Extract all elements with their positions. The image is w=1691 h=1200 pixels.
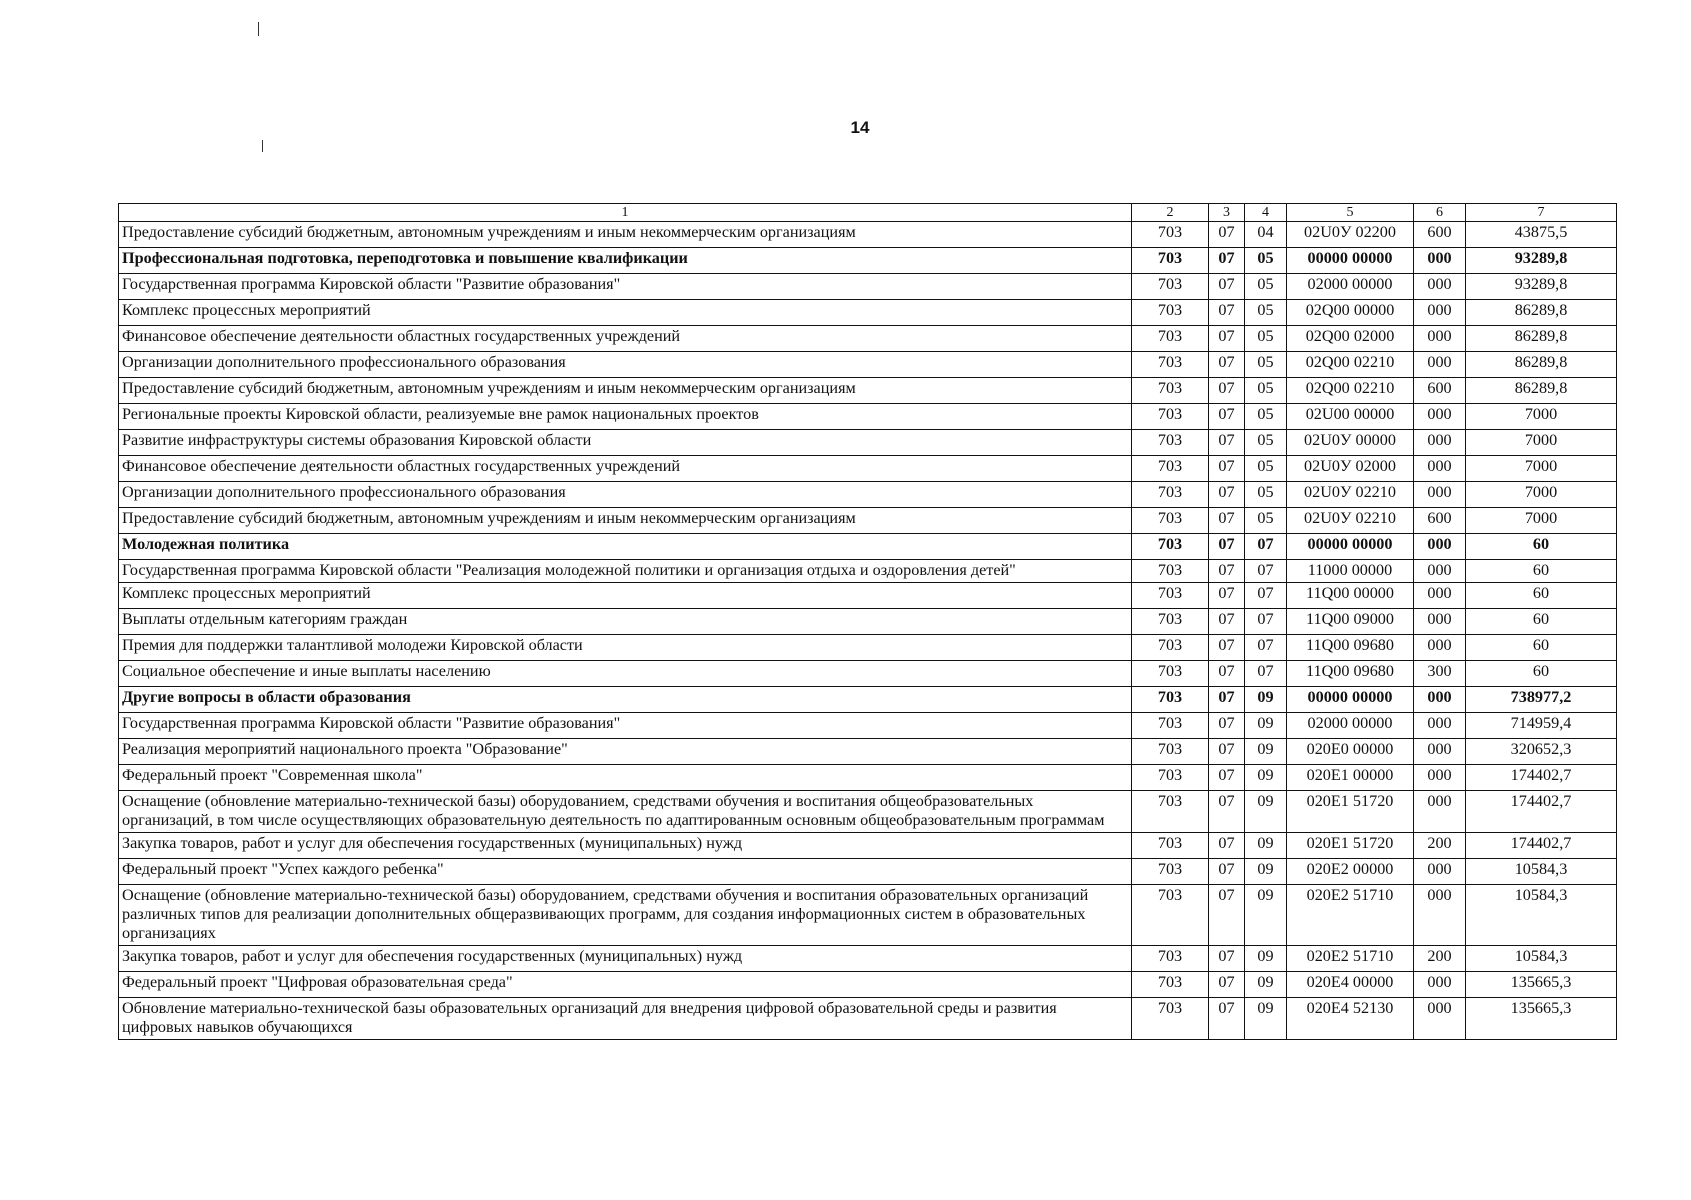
row-code-target: 02Q00 02210 xyxy=(1287,352,1414,378)
table-row xyxy=(119,739,1617,765)
scan-mark xyxy=(262,140,263,152)
row-code-ministry: 703 xyxy=(1132,274,1209,300)
row-code-target: 11Q00 00000 xyxy=(1287,583,1414,609)
row-name: Социальное обеспечение и иные выплаты населению xyxy=(119,661,1132,687)
row-code-ministry: 703 xyxy=(1132,661,1209,687)
row-code-ministry: 703 xyxy=(1132,508,1209,534)
row-amount: 174402,7 xyxy=(1466,791,1617,833)
row-name: Выплаты отдельным категориям граждан xyxy=(119,609,1132,635)
row-code-section: 07 xyxy=(1209,300,1245,326)
row-code-subsection: 05 xyxy=(1245,378,1287,404)
row-code-expense-type: 000 xyxy=(1414,885,1466,946)
row-code-ministry: 703 xyxy=(1132,583,1209,609)
row-name: Государственная программа Кировской области "Развитие образования" xyxy=(119,274,1132,300)
budget-table xyxy=(118,203,1617,1040)
row-name: Закупка товаров, работ и услуг для обеспечения государственных (муниципальных) нужд xyxy=(119,946,1132,972)
table-row xyxy=(119,508,1617,534)
row-code-section: 07 xyxy=(1209,378,1245,404)
row-code-ministry: 703 xyxy=(1132,833,1209,859)
row-code-target: 02Q00 02210 xyxy=(1287,378,1414,404)
row-amount: 7000 xyxy=(1466,456,1617,482)
row-code-ministry: 703 xyxy=(1132,300,1209,326)
table-header-row xyxy=(119,204,1617,222)
table-row xyxy=(119,430,1617,456)
row-code-expense-type: 000 xyxy=(1414,352,1466,378)
row-code-subsection: 09 xyxy=(1245,687,1287,713)
row-code-section: 07 xyxy=(1209,972,1245,998)
row-amount: 7000 xyxy=(1466,404,1617,430)
row-code-target: 00000 00000 xyxy=(1287,687,1414,713)
row-code-target: 020E4 00000 xyxy=(1287,972,1414,998)
row-code-expense-type: 000 xyxy=(1414,687,1466,713)
row-code-section: 07 xyxy=(1209,765,1245,791)
row-amount: 60 xyxy=(1466,560,1617,583)
row-code-ministry: 703 xyxy=(1132,609,1209,635)
row-code-expense-type: 000 xyxy=(1414,635,1466,661)
row-amount: 7000 xyxy=(1466,482,1617,508)
row-code-subsection: 04 xyxy=(1245,222,1287,248)
row-code-ministry: 703 xyxy=(1132,687,1209,713)
row-code-target: 020E2 51710 xyxy=(1287,885,1414,946)
row-code-ministry: 703 xyxy=(1132,534,1209,560)
row-code-expense-type: 000 xyxy=(1414,248,1466,274)
row-code-section: 07 xyxy=(1209,739,1245,765)
header-cell: 1 xyxy=(119,204,1132,222)
row-name: Организации дополнительного профессионального образования xyxy=(119,482,1132,508)
row-code-subsection: 05 xyxy=(1245,274,1287,300)
row-code-section: 07 xyxy=(1209,248,1245,274)
row-name: Федеральный проект "Цифровая образовательная среда" xyxy=(119,972,1132,998)
row-name: Оснащение (обновление материально-технической базы) оборудованием, средствами обучения и воспитания общеобразовательных организаций, в том числе осуществляющих образовательную деятельность по адаптированным основным общеобразовательным программам xyxy=(119,791,1132,833)
row-name: Федеральный проект "Успех каждого ребенка" xyxy=(119,859,1132,885)
table-row xyxy=(119,998,1617,1040)
row-code-target: 02000 00000 xyxy=(1287,274,1414,300)
row-code-subsection: 05 xyxy=(1245,508,1287,534)
row-code-target: 02000 00000 xyxy=(1287,713,1414,739)
row-name: Профессиональная подготовка, переподготовка и повышение квалификации xyxy=(119,248,1132,274)
row-code-target: 02U0У 02000 xyxy=(1287,456,1414,482)
row-code-target: 00000 00000 xyxy=(1287,534,1414,560)
row-code-subsection: 05 xyxy=(1245,300,1287,326)
row-name: Комплекс процессных мероприятий xyxy=(119,300,1132,326)
row-name: Организации дополнительного профессионального образования xyxy=(119,352,1132,378)
row-code-expense-type: 000 xyxy=(1414,326,1466,352)
row-code-section: 07 xyxy=(1209,534,1245,560)
row-amount: 60 xyxy=(1466,583,1617,609)
row-code-expense-type: 200 xyxy=(1414,833,1466,859)
row-amount: 174402,7 xyxy=(1466,765,1617,791)
row-code-section: 07 xyxy=(1209,326,1245,352)
row-amount: 43875,5 xyxy=(1466,222,1617,248)
row-code-subsection: 09 xyxy=(1245,859,1287,885)
row-code-expense-type: 000 xyxy=(1414,998,1466,1040)
row-code-subsection: 05 xyxy=(1245,456,1287,482)
row-code-section: 07 xyxy=(1209,430,1245,456)
row-code-expense-type: 000 xyxy=(1414,404,1466,430)
row-code-subsection: 05 xyxy=(1245,430,1287,456)
row-code-subsection: 09 xyxy=(1245,885,1287,946)
table-row xyxy=(119,661,1617,687)
row-code-ministry: 703 xyxy=(1132,430,1209,456)
row-amount: 60 xyxy=(1466,661,1617,687)
table-row xyxy=(119,972,1617,998)
row-code-ministry: 703 xyxy=(1132,791,1209,833)
row-code-target: 00000 00000 xyxy=(1287,248,1414,274)
row-amount: 86289,8 xyxy=(1466,352,1617,378)
table-row xyxy=(119,326,1617,352)
row-code-ministry: 703 xyxy=(1132,713,1209,739)
row-code-section: 07 xyxy=(1209,456,1245,482)
row-code-ministry: 703 xyxy=(1132,404,1209,430)
row-code-target: 02Q00 00000 xyxy=(1287,300,1414,326)
table-row xyxy=(119,833,1617,859)
row-code-section: 07 xyxy=(1209,791,1245,833)
row-name: Обновление материально-технической базы образовательных организаций для внедрения цифровой образовательной среды и развития цифровых навыков обучающихся xyxy=(119,998,1132,1040)
row-name: Молодежная политика xyxy=(119,534,1132,560)
row-code-ministry: 703 xyxy=(1132,885,1209,946)
row-name: Финансовое обеспечение деятельности областных государственных учреждений xyxy=(119,456,1132,482)
row-name: Федеральный проект "Современная школа" xyxy=(119,765,1132,791)
row-code-expense-type: 000 xyxy=(1414,430,1466,456)
row-name: Оснащение (обновление материально-технической базы) оборудованием, средствами обучения и воспитания образовательных организаций различных типов для реализации дополнительных общеразвивающих программ, для создания информационных систем в образовательных организациях xyxy=(119,885,1132,946)
row-code-section: 07 xyxy=(1209,508,1245,534)
row-amount: 320652,3 xyxy=(1466,739,1617,765)
row-amount: 60 xyxy=(1466,609,1617,635)
row-code-target: 020E1 51720 xyxy=(1287,833,1414,859)
row-code-section: 07 xyxy=(1209,859,1245,885)
row-amount: 60 xyxy=(1466,534,1617,560)
row-code-expense-type: 000 xyxy=(1414,739,1466,765)
row-amount: 7000 xyxy=(1466,430,1617,456)
row-code-target: 02U0У 02200 xyxy=(1287,222,1414,248)
row-code-expense-type: 600 xyxy=(1414,508,1466,534)
row-code-ministry: 703 xyxy=(1132,765,1209,791)
row-code-section: 07 xyxy=(1209,222,1245,248)
table-row xyxy=(119,609,1617,635)
row-code-expense-type: 000 xyxy=(1414,583,1466,609)
row-code-target: 11Q00 09680 xyxy=(1287,635,1414,661)
row-code-subsection: 05 xyxy=(1245,326,1287,352)
row-code-ministry: 703 xyxy=(1132,456,1209,482)
row-code-ministry: 703 xyxy=(1132,739,1209,765)
table-row xyxy=(119,713,1617,739)
row-code-expense-type: 000 xyxy=(1414,274,1466,300)
table-row xyxy=(119,352,1617,378)
table-row xyxy=(119,456,1617,482)
row-code-ministry: 703 xyxy=(1132,326,1209,352)
row-amount: 86289,8 xyxy=(1466,326,1617,352)
row-code-target: 11Q00 09680 xyxy=(1287,661,1414,687)
row-name: Развитие инфраструктуры системы образования Кировской области xyxy=(119,430,1132,456)
row-code-section: 07 xyxy=(1209,661,1245,687)
row-code-section: 07 xyxy=(1209,946,1245,972)
row-code-expense-type: 000 xyxy=(1414,300,1466,326)
row-code-subsection: 07 xyxy=(1245,560,1287,583)
row-code-target: 02U0У 02210 xyxy=(1287,482,1414,508)
row-code-expense-type: 600 xyxy=(1414,222,1466,248)
row-name: Государственная программа Кировской области "Развитие образования" xyxy=(119,713,1132,739)
row-amount: 7000 xyxy=(1466,508,1617,534)
row-code-subsection: 09 xyxy=(1245,713,1287,739)
row-code-expense-type: 000 xyxy=(1414,456,1466,482)
row-code-expense-type: 200 xyxy=(1414,946,1466,972)
row-code-subsection: 07 xyxy=(1245,609,1287,635)
row-code-subsection: 05 xyxy=(1245,248,1287,274)
row-code-subsection: 09 xyxy=(1245,739,1287,765)
row-name: Реализация мероприятий национального проекта "Образование" xyxy=(119,739,1132,765)
table-row xyxy=(119,885,1617,946)
row-amount: 10584,3 xyxy=(1466,859,1617,885)
row-code-section: 07 xyxy=(1209,274,1245,300)
row-amount: 714959,4 xyxy=(1466,713,1617,739)
table-row xyxy=(119,560,1617,583)
table-row xyxy=(119,687,1617,713)
table-row xyxy=(119,765,1617,791)
row-code-section: 07 xyxy=(1209,687,1245,713)
row-name: Предоставление субсидий бюджетным, автономным учреждениям и иным некоммерческим организациям xyxy=(119,508,1132,534)
row-amount: 135665,3 xyxy=(1466,998,1617,1040)
row-code-section: 07 xyxy=(1209,998,1245,1040)
row-amount: 93289,8 xyxy=(1466,274,1617,300)
page-number: 14 xyxy=(850,118,870,137)
row-amount: 135665,3 xyxy=(1466,972,1617,998)
row-code-target: 020E0 00000 xyxy=(1287,739,1414,765)
row-code-subsection: 09 xyxy=(1245,791,1287,833)
row-code-expense-type: 000 xyxy=(1414,972,1466,998)
row-amount: 174402,7 xyxy=(1466,833,1617,859)
row-code-subsection: 07 xyxy=(1245,534,1287,560)
row-code-subsection: 09 xyxy=(1245,946,1287,972)
header-cell: 3 xyxy=(1209,204,1245,222)
row-code-target: 020E2 51710 xyxy=(1287,946,1414,972)
row-amount: 738977,2 xyxy=(1466,687,1617,713)
table-row xyxy=(119,482,1617,508)
row-code-section: 07 xyxy=(1209,713,1245,739)
row-code-ministry: 703 xyxy=(1132,859,1209,885)
table-row xyxy=(119,222,1617,248)
header-cell: 7 xyxy=(1466,204,1617,222)
scan-mark xyxy=(258,22,259,36)
row-code-expense-type: 000 xyxy=(1414,713,1466,739)
row-code-target: 020E4 52130 xyxy=(1287,998,1414,1040)
row-code-target: 02U0У 02210 xyxy=(1287,508,1414,534)
row-code-section: 07 xyxy=(1209,404,1245,430)
row-code-ministry: 703 xyxy=(1132,482,1209,508)
table-row xyxy=(119,583,1617,609)
row-code-ministry: 703 xyxy=(1132,560,1209,583)
row-code-section: 07 xyxy=(1209,560,1245,583)
row-code-subsection: 09 xyxy=(1245,998,1287,1040)
table-row xyxy=(119,274,1617,300)
row-code-target: 020E1 51720 xyxy=(1287,791,1414,833)
row-code-expense-type: 000 xyxy=(1414,560,1466,583)
table-row xyxy=(119,534,1617,560)
row-code-expense-type: 000 xyxy=(1414,534,1466,560)
row-code-subsection: 05 xyxy=(1245,482,1287,508)
row-code-section: 07 xyxy=(1209,885,1245,946)
row-code-ministry: 703 xyxy=(1132,352,1209,378)
row-code-section: 07 xyxy=(1209,635,1245,661)
row-code-target: 11Q00 09000 xyxy=(1287,609,1414,635)
row-code-target: 020E1 00000 xyxy=(1287,765,1414,791)
row-code-ministry: 703 xyxy=(1132,222,1209,248)
table-row xyxy=(119,791,1617,833)
row-code-subsection: 09 xyxy=(1245,765,1287,791)
table-row xyxy=(119,378,1617,404)
row-amount: 86289,8 xyxy=(1466,300,1617,326)
row-amount: 10584,3 xyxy=(1466,946,1617,972)
row-name: Комплекс процессных мероприятий xyxy=(119,583,1132,609)
table-row xyxy=(119,635,1617,661)
row-name: Другие вопросы в области образования xyxy=(119,687,1132,713)
header-cell: 2 xyxy=(1132,204,1209,222)
row-code-section: 07 xyxy=(1209,583,1245,609)
row-name: Государственная программа Кировской области "Реализация молодежной политики и организация отдыха и оздоровления детей" xyxy=(119,560,1132,583)
row-code-expense-type: 000 xyxy=(1414,765,1466,791)
row-code-expense-type: 300 xyxy=(1414,661,1466,687)
row-code-target: 020E2 00000 xyxy=(1287,859,1414,885)
table-row xyxy=(119,300,1617,326)
row-code-expense-type: 600 xyxy=(1414,378,1466,404)
row-name: Предоставление субсидий бюджетным, автономным учреждениям и иным некоммерческим организациям xyxy=(119,378,1132,404)
row-name: Предоставление субсидий бюджетным, автономным учреждениям и иным некоммерческим организациям xyxy=(119,222,1132,248)
row-code-expense-type: 000 xyxy=(1414,482,1466,508)
row-code-expense-type: 000 xyxy=(1414,859,1466,885)
row-amount: 10584,3 xyxy=(1466,885,1617,946)
header-cell: 6 xyxy=(1414,204,1466,222)
row-code-section: 07 xyxy=(1209,482,1245,508)
row-name: Финансовое обеспечение деятельности областных государственных учреждений xyxy=(119,326,1132,352)
row-code-ministry: 703 xyxy=(1132,248,1209,274)
row-code-ministry: 703 xyxy=(1132,635,1209,661)
row-code-subsection: 09 xyxy=(1245,833,1287,859)
row-code-subsection: 07 xyxy=(1245,635,1287,661)
row-code-subsection: 09 xyxy=(1245,972,1287,998)
row-code-target: 02U00 00000 xyxy=(1287,404,1414,430)
header-cell: 4 xyxy=(1245,204,1287,222)
row-name: Региональные проекты Кировской области, реализуемые вне рамок национальных проектов xyxy=(119,404,1132,430)
row-code-ministry: 703 xyxy=(1132,972,1209,998)
row-code-subsection: 07 xyxy=(1245,661,1287,687)
table-row xyxy=(119,946,1617,972)
table-row xyxy=(119,248,1617,274)
row-name: Закупка товаров, работ и услуг для обеспечения государственных (муниципальных) нужд xyxy=(119,833,1132,859)
row-code-subsection: 07 xyxy=(1245,583,1287,609)
table-row xyxy=(119,859,1617,885)
row-code-ministry: 703 xyxy=(1132,998,1209,1040)
row-code-ministry: 703 xyxy=(1132,378,1209,404)
row-code-subsection: 05 xyxy=(1245,404,1287,430)
row-code-section: 07 xyxy=(1209,609,1245,635)
row-code-section: 07 xyxy=(1209,833,1245,859)
row-code-expense-type: 000 xyxy=(1414,791,1466,833)
row-code-section: 07 xyxy=(1209,352,1245,378)
row-code-target: 02Q00 02000 xyxy=(1287,326,1414,352)
row-amount: 93289,8 xyxy=(1466,248,1617,274)
row-name: Премия для поддержки талантливой молодежи Кировской области xyxy=(119,635,1132,661)
header-cell: 5 xyxy=(1287,204,1414,222)
row-code-ministry: 703 xyxy=(1132,946,1209,972)
row-code-expense-type: 000 xyxy=(1414,609,1466,635)
row-amount: 86289,8 xyxy=(1466,378,1617,404)
row-amount: 60 xyxy=(1466,635,1617,661)
table-row xyxy=(119,404,1617,430)
row-code-target: 11000 00000 xyxy=(1287,560,1414,583)
row-code-subsection: 05 xyxy=(1245,352,1287,378)
row-code-target: 02U0У 00000 xyxy=(1287,430,1414,456)
